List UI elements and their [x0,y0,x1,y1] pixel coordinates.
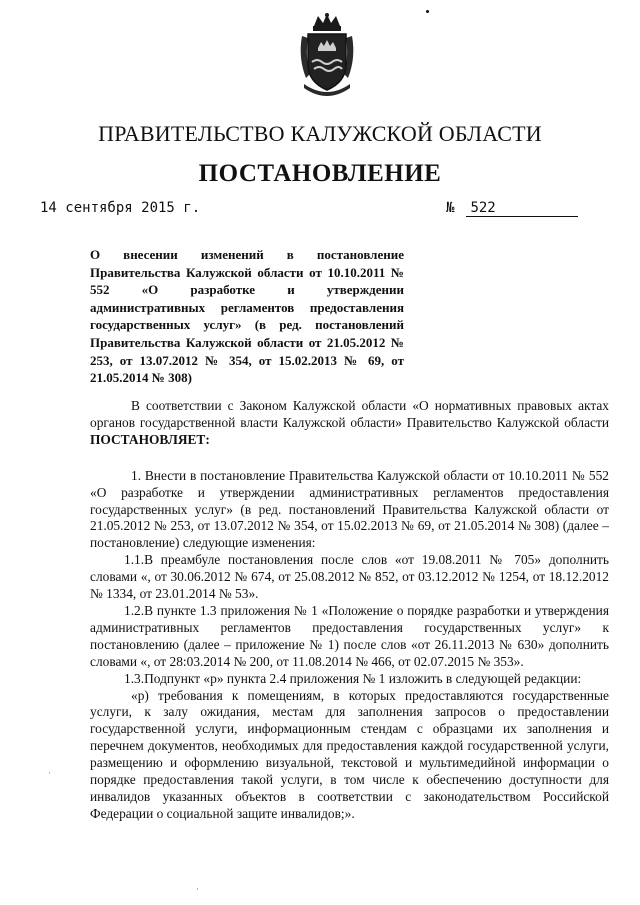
document-subject: О внесении изменений в постановление Правительства Калужской области от 10.10.2011 № 552 «О разработке и утверждении административных регламентов предоставления государственных услуг» (в ред. постановлений Правительства Калужской области от 21.05.2012 № 253, от 13.07.2012 № 354, от 15.02.2013 № 69, от 21.05.2014 № 308) [90,247,404,386]
preamble-text: В соответствии с Законом Калужской области «О нормативных правовых актах органов государственной власти Калужской области» Правительство Калужской области [90,398,609,430]
scan-speck [426,10,429,13]
document-body [90,398,609,823]
government-title: ПРАВИТЕЛЬСТВО КАЛУЖСКОЙ ОБЛАСТИ [98,121,542,146]
paragraph-1-3: 1.3.Подпункт «р» пункта 2.4 приложения № 1 изложить в следующей редакции: [124,670,582,686]
document-date: 14 сентября 2015 г. [40,200,201,216]
preamble [90,398,609,449]
number-label: № [446,200,455,216]
document-type: ПОСТАНОВЛЕНИЕ [198,160,442,187]
decree-word: ПОСТАНОВЛЯЕТ: [90,431,210,447]
number-value: 522 [466,200,578,217]
paragraph-1-2: 1.2.В пункте 1.3 приложения № 1 «Положение о порядке разработки и утверждения административных регламентов предоставления государственных услуг» к постановлению (далее – приложение № 1) после слов «от 26.11.2013 № 630» дополнить словами «, от 28:03.2014 № 200, от 11.08.2014 № 466, от 02.07.2015 № 353». [90,602,609,669]
kaluga-coat-of-arms-icon [296,12,358,96]
scan-speck: · [48,768,51,778]
document-number [446,200,578,217]
paragraph-1: 1. Внести в постановление Правительства Калужской области от 10.10.2011 № 552 «О разработке и утверждении административных регламентов предоставления государственных услуг» (в ред. постановлений Правительства Калужской области от 21.05.2012 № 253, от 13.07.2012 № 354, от 15.02.2013 № 69, от 21.05.2014 № 308) (далее – постановление) следующие изменения: [90,467,609,551]
paragraph-1-1: 1.1.В преамбуле постановления после слов «от 19.08.2011 № 705» дополнить словами «, от 30.06.2012 № 674, от 25.08.2012 № 852, от 03.12.2012 № 1254, от 18.12.2012 № 1334, от 23.01.2014 № 53». [90,552,609,602]
paragraph-1-3-text: «р) требования к помещениям, в которых предоставляются государственные услуги, к залу ожидания, местам для заполнения запросов о предоставлении государственной услуги, информационным стендам с образцами их заполнения и перечнем документов, необходимых для предоставления каждой государственной услуги, размещению и оформлению визуальной, текстовой и мультимедийной информации о порядке предоставления такой услуги, в том числе к обеспечению доступности для инвалидов указанных объектов в соответствии с законодательством Российской Федерации о социальной защите инвалидов;». [90,687,609,821]
scan-speck: · [196,884,199,894]
